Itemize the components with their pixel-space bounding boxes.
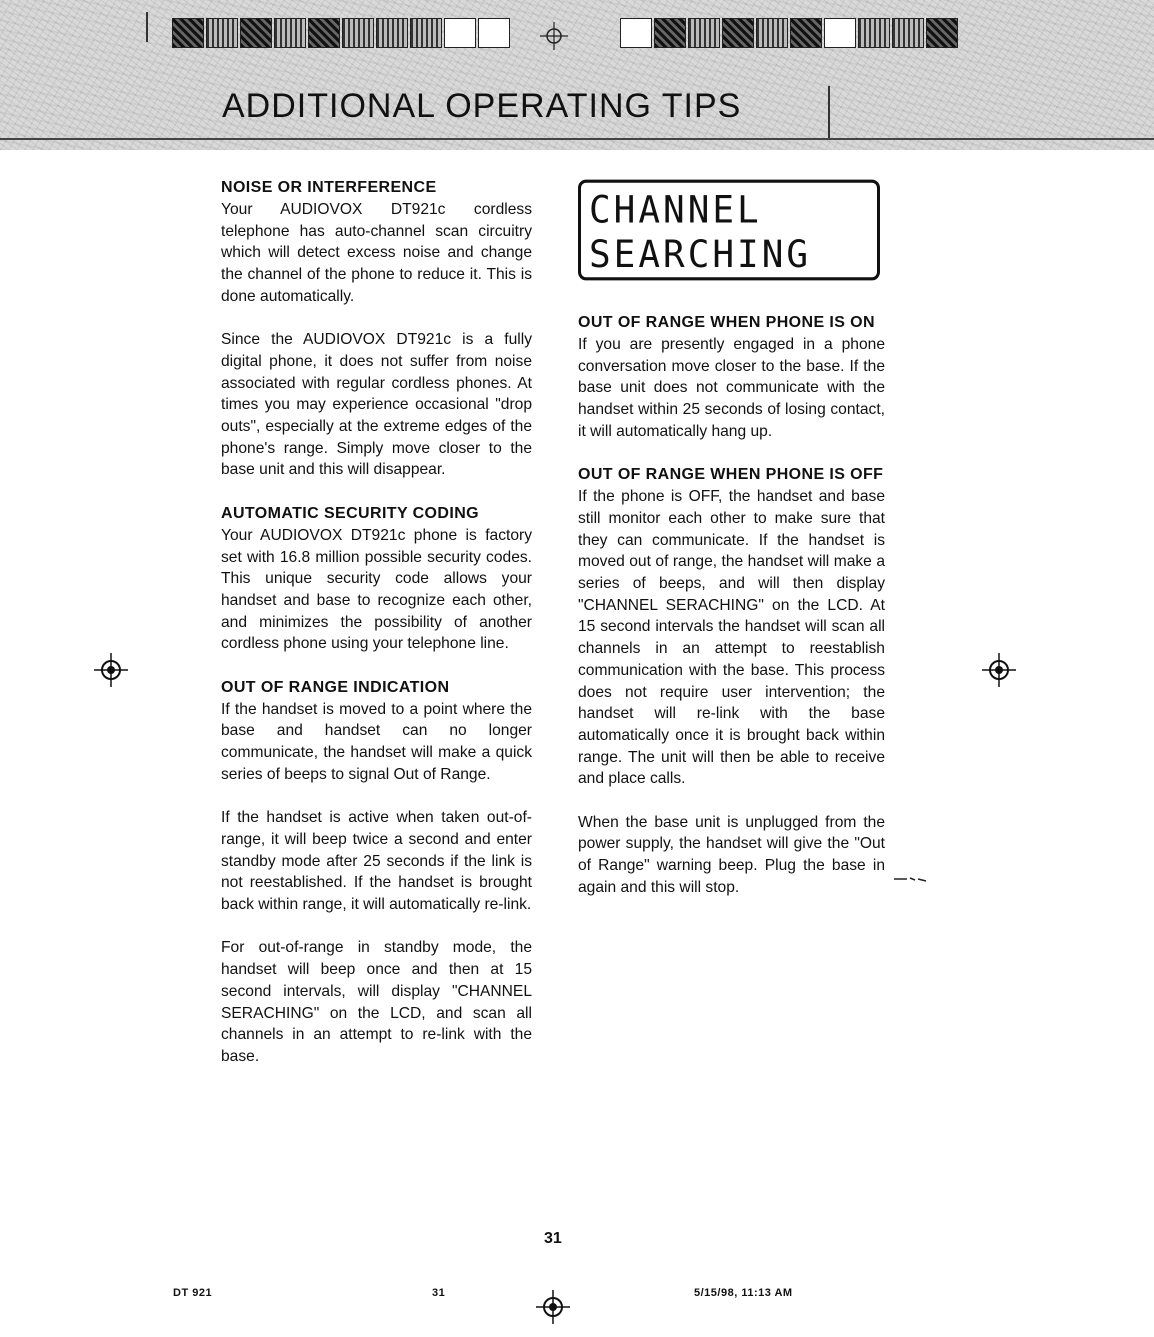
header-band bbox=[0, 0, 1154, 150]
section-heading: NOISE OR INTERFERENCE bbox=[221, 179, 437, 196]
color-swatch bbox=[376, 18, 408, 48]
right-column bbox=[578, 312, 885, 920]
color-swatch bbox=[858, 18, 890, 48]
print-color-bar-right bbox=[620, 18, 960, 48]
left-column bbox=[221, 177, 532, 1089]
color-swatch bbox=[620, 18, 652, 48]
color-swatch bbox=[308, 18, 340, 48]
lcd-line: CHANNEL bbox=[589, 189, 762, 233]
color-swatch bbox=[926, 18, 958, 48]
section-heading: OUT OF RANGE WHEN PHONE IS ON bbox=[578, 314, 875, 331]
color-swatch bbox=[654, 18, 686, 48]
paragraph: When the base unit is unplugged from the power supply, the handset will give the "Out of Range" warning beep. Plug the base in again and this will stop. bbox=[578, 813, 885, 896]
section-heading: OUT OF RANGE WHEN PHONE IS OFF bbox=[578, 466, 884, 484]
print-color-bar-left bbox=[172, 18, 512, 48]
paragraph: Your AUDIOVOX DT921c cordless telephone has auto-channel scan circuitry which will detect excess noise and change the channel of the phone to reduce it. This is done automatically. bbox=[221, 201, 532, 305]
paragraph: Your AUDIOVOX DT921c phone is factory set with 16.8 million possible security codes. This unique security code allows your handset and base to recognize each other, and minimizes the possibility of another cordless phone using your telephone line. bbox=[221, 526, 532, 653]
section-range-on bbox=[578, 312, 885, 443]
page-title: ADDITIONAL OPERATING TIPS bbox=[222, 87, 742, 125]
crosshair-target-icon bbox=[536, 1290, 570, 1324]
paragraph: If you are presently engaged in a phone conversation move closer to the base. If the base unit does not communicate with the handset within 25 seconds of losing contact, it will automatically hang up. bbox=[578, 336, 885, 440]
paragraph: If the handset is moved to a point where the base and handset can no longer communicate, the handset will make a quick series of beeps to signal Out of Range. bbox=[221, 700, 532, 783]
crosshair-target-icon bbox=[94, 653, 128, 687]
color-swatch bbox=[790, 18, 822, 48]
crosshair-target-icon bbox=[540, 22, 568, 50]
color-swatch bbox=[342, 18, 374, 48]
paragraph: If the handset is active when taken out-of-range, it will beep twice a second and enter standby mode after 25 seconds if the link is not reestablished. If the handset is brought back within range, it will automatically re-link. bbox=[221, 809, 532, 914]
section-heading: AUTOMATIC SECURITY CODING bbox=[221, 504, 480, 522]
footer-page: 31 bbox=[432, 1287, 446, 1299]
paragraph: Since the AUDIOVOX DT921c is a fully digital phone, it does not suffer from noise associated with regular cordless phones. At times you may experience occasional "drop outs", especially at the extreme edges of the phone's range. Simply move closer to the base unit and this will disappear. bbox=[221, 331, 532, 479]
lcd-display-illustration bbox=[578, 180, 880, 281]
color-swatch bbox=[172, 18, 204, 48]
color-swatch bbox=[824, 18, 856, 48]
section-heading: OUT OF RANGE INDICATION bbox=[221, 678, 450, 696]
crop-mark bbox=[146, 12, 148, 42]
color-swatch bbox=[444, 18, 476, 48]
lcd-line: SEARCHING bbox=[589, 233, 812, 277]
color-swatch bbox=[410, 18, 442, 48]
paragraph: For out-of-range in standby mode, the handset will beep once and then at 15 second intervals, will display "CHANNEL SERACHING" on the LCD, and scan all channels in an attempt to re-link with the base. bbox=[221, 939, 532, 1065]
color-swatch bbox=[240, 18, 272, 48]
color-swatch bbox=[274, 18, 306, 48]
color-swatch bbox=[722, 18, 754, 48]
color-swatch bbox=[206, 18, 238, 48]
page-number: 31 bbox=[544, 1230, 562, 1247]
color-swatch bbox=[892, 18, 924, 48]
section-security bbox=[221, 503, 532, 655]
footer-model: DT 921 bbox=[173, 1287, 213, 1299]
footer-datetime: 5/15/98, 11:13 AM bbox=[694, 1287, 793, 1299]
section-range-indication bbox=[221, 677, 532, 1068]
color-swatch bbox=[478, 18, 510, 48]
crop-mark bbox=[828, 86, 830, 138]
crosshair-target-icon bbox=[982, 653, 1016, 687]
section-range-off bbox=[578, 464, 885, 898]
stray-mark-icon bbox=[893, 873, 927, 883]
color-swatch bbox=[756, 18, 788, 48]
paragraph: If the phone is OFF, the handset and base still monitor each other to make sure that they can communicate. If the handset is moved out of range, the handset will make a series of beeps, and will then display "CHANNEL SERACHING" on the LCD. At 15 second intervals the handset will scan all channels in an attempt to reestablish communication with the base. This process does not require user intervention; the handset will re-link with the base automatically once it is brought back within range. The unit will then be able to receive and place calls. bbox=[578, 488, 885, 788]
section-noise bbox=[221, 177, 532, 481]
color-swatch bbox=[688, 18, 720, 48]
